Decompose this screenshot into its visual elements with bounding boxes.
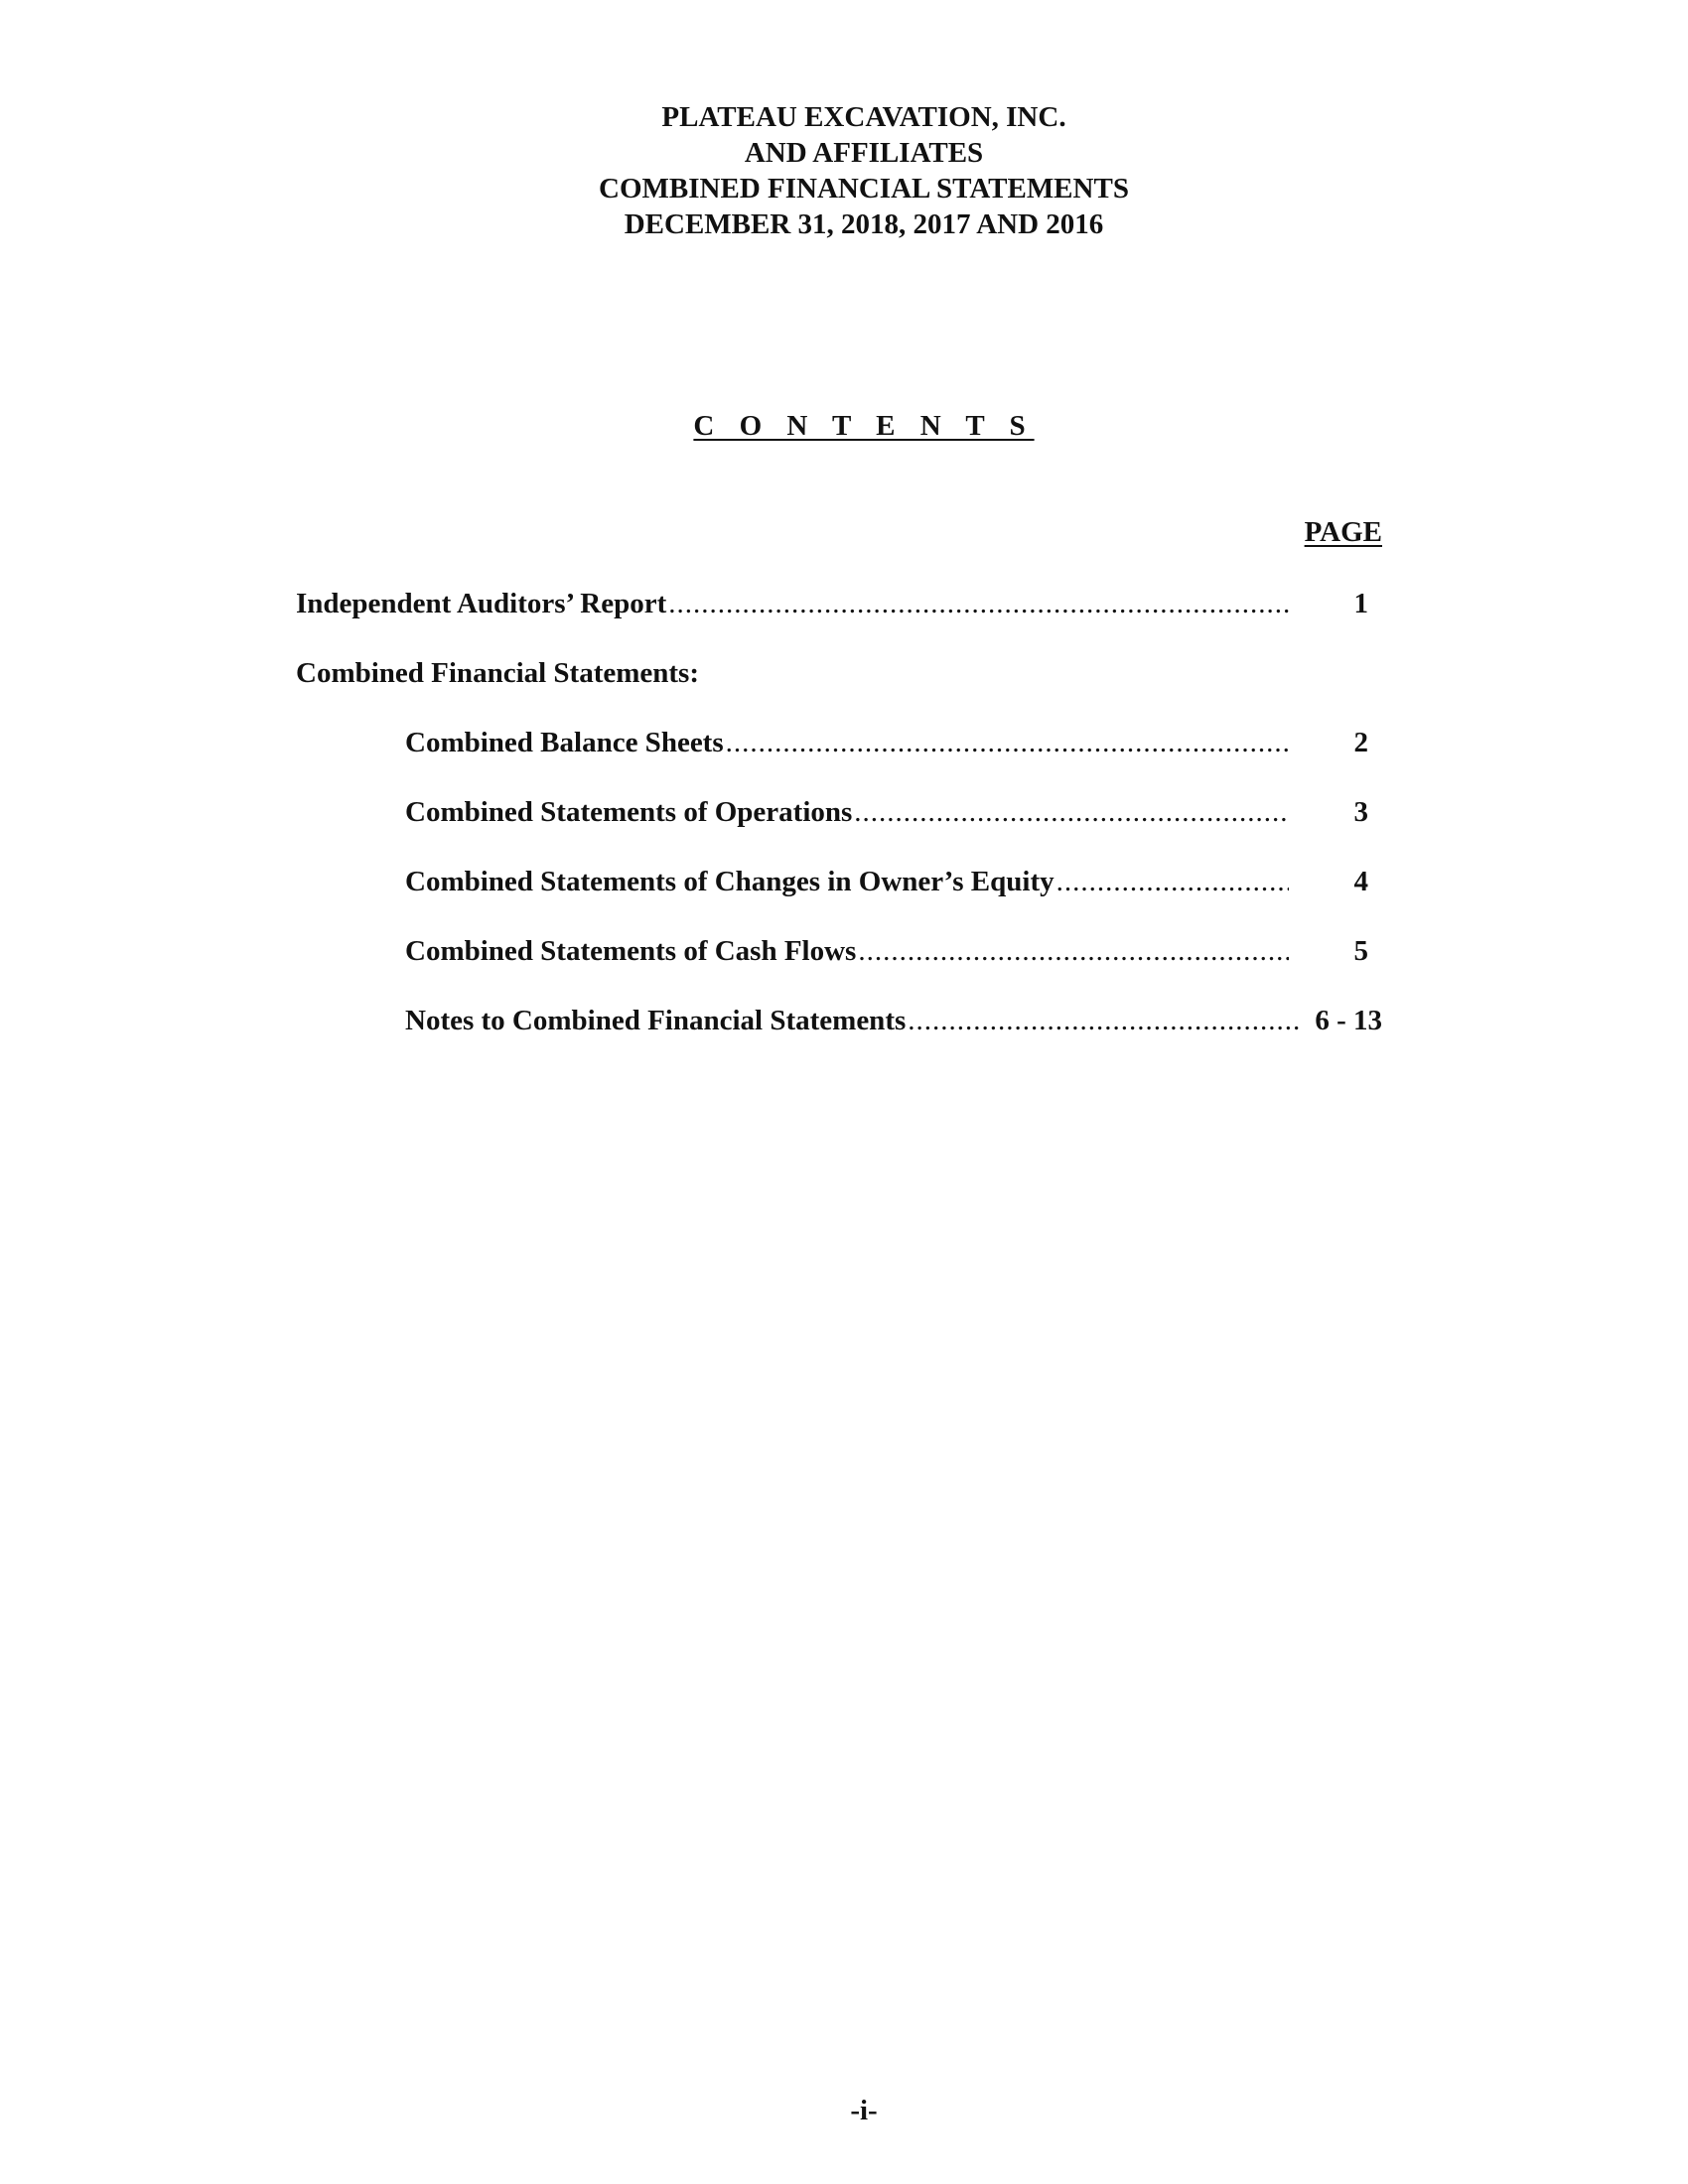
company-name: PLATEAU EXCAVATION, INC. [661, 101, 1066, 133]
dot-leader [908, 1003, 1303, 1038]
toc-section-combined-statements [296, 655, 1382, 725]
toc-entry-notes[interactable] [296, 1003, 1382, 1072]
toc-entry-label: Notes to Combined Financial Statements [405, 1005, 907, 1036]
toc-entry-page: 3 [1353, 796, 1368, 828]
toc-entry-page: 6 - 13 [1315, 1005, 1382, 1036]
statement-type: COMBINED FINANCIAL STATEMENTS [599, 173, 1129, 205]
toc-entry-page: 5 [1353, 935, 1368, 967]
toc-entry-balance-sheets[interactable] [296, 725, 1382, 794]
dot-leader [1056, 864, 1289, 899]
contents-title: C O N T E N T S [693, 410, 1035, 442]
toc-entry-cash-flows[interactable] [296, 933, 1382, 1003]
dot-leader [668, 586, 1289, 621]
page-column-heading: PAGE [1304, 516, 1382, 548]
toc-entry-auditors-report[interactable] [296, 586, 1382, 655]
statement-dates: DECEMBER 31, 2018, 2017 AND 2016 [624, 208, 1104, 240]
document-header [0, 99, 1688, 242]
toc-entry-page: 1 [1353, 588, 1368, 619]
toc-entry-label: Combined Statements of Operations [405, 796, 853, 828]
toc-section-label: Combined Financial Statements: [296, 657, 699, 689]
table-of-contents [296, 586, 1382, 1072]
dot-leader [858, 933, 1289, 969]
toc-entry-page: 4 [1353, 866, 1368, 897]
company-affiliates: AND AFFILIATES [744, 137, 984, 169]
toc-entry-page: 2 [1353, 727, 1368, 758]
page-number: -i- [850, 2095, 878, 2126]
toc-entry-label: Combined Statements of Changes in Owner’s Equity [405, 866, 1055, 897]
toc-entry-label: Combined Balance Sheets [405, 727, 724, 758]
toc-entry-owners-equity[interactable] [296, 864, 1382, 933]
dot-leader [854, 794, 1289, 830]
toc-entry-label: Combined Statements of Cash Flows [405, 935, 857, 967]
dot-leader [726, 725, 1289, 760]
toc-entry-label: Independent Auditors’ Report [296, 588, 667, 619]
toc-entry-operations[interactable] [296, 794, 1382, 864]
